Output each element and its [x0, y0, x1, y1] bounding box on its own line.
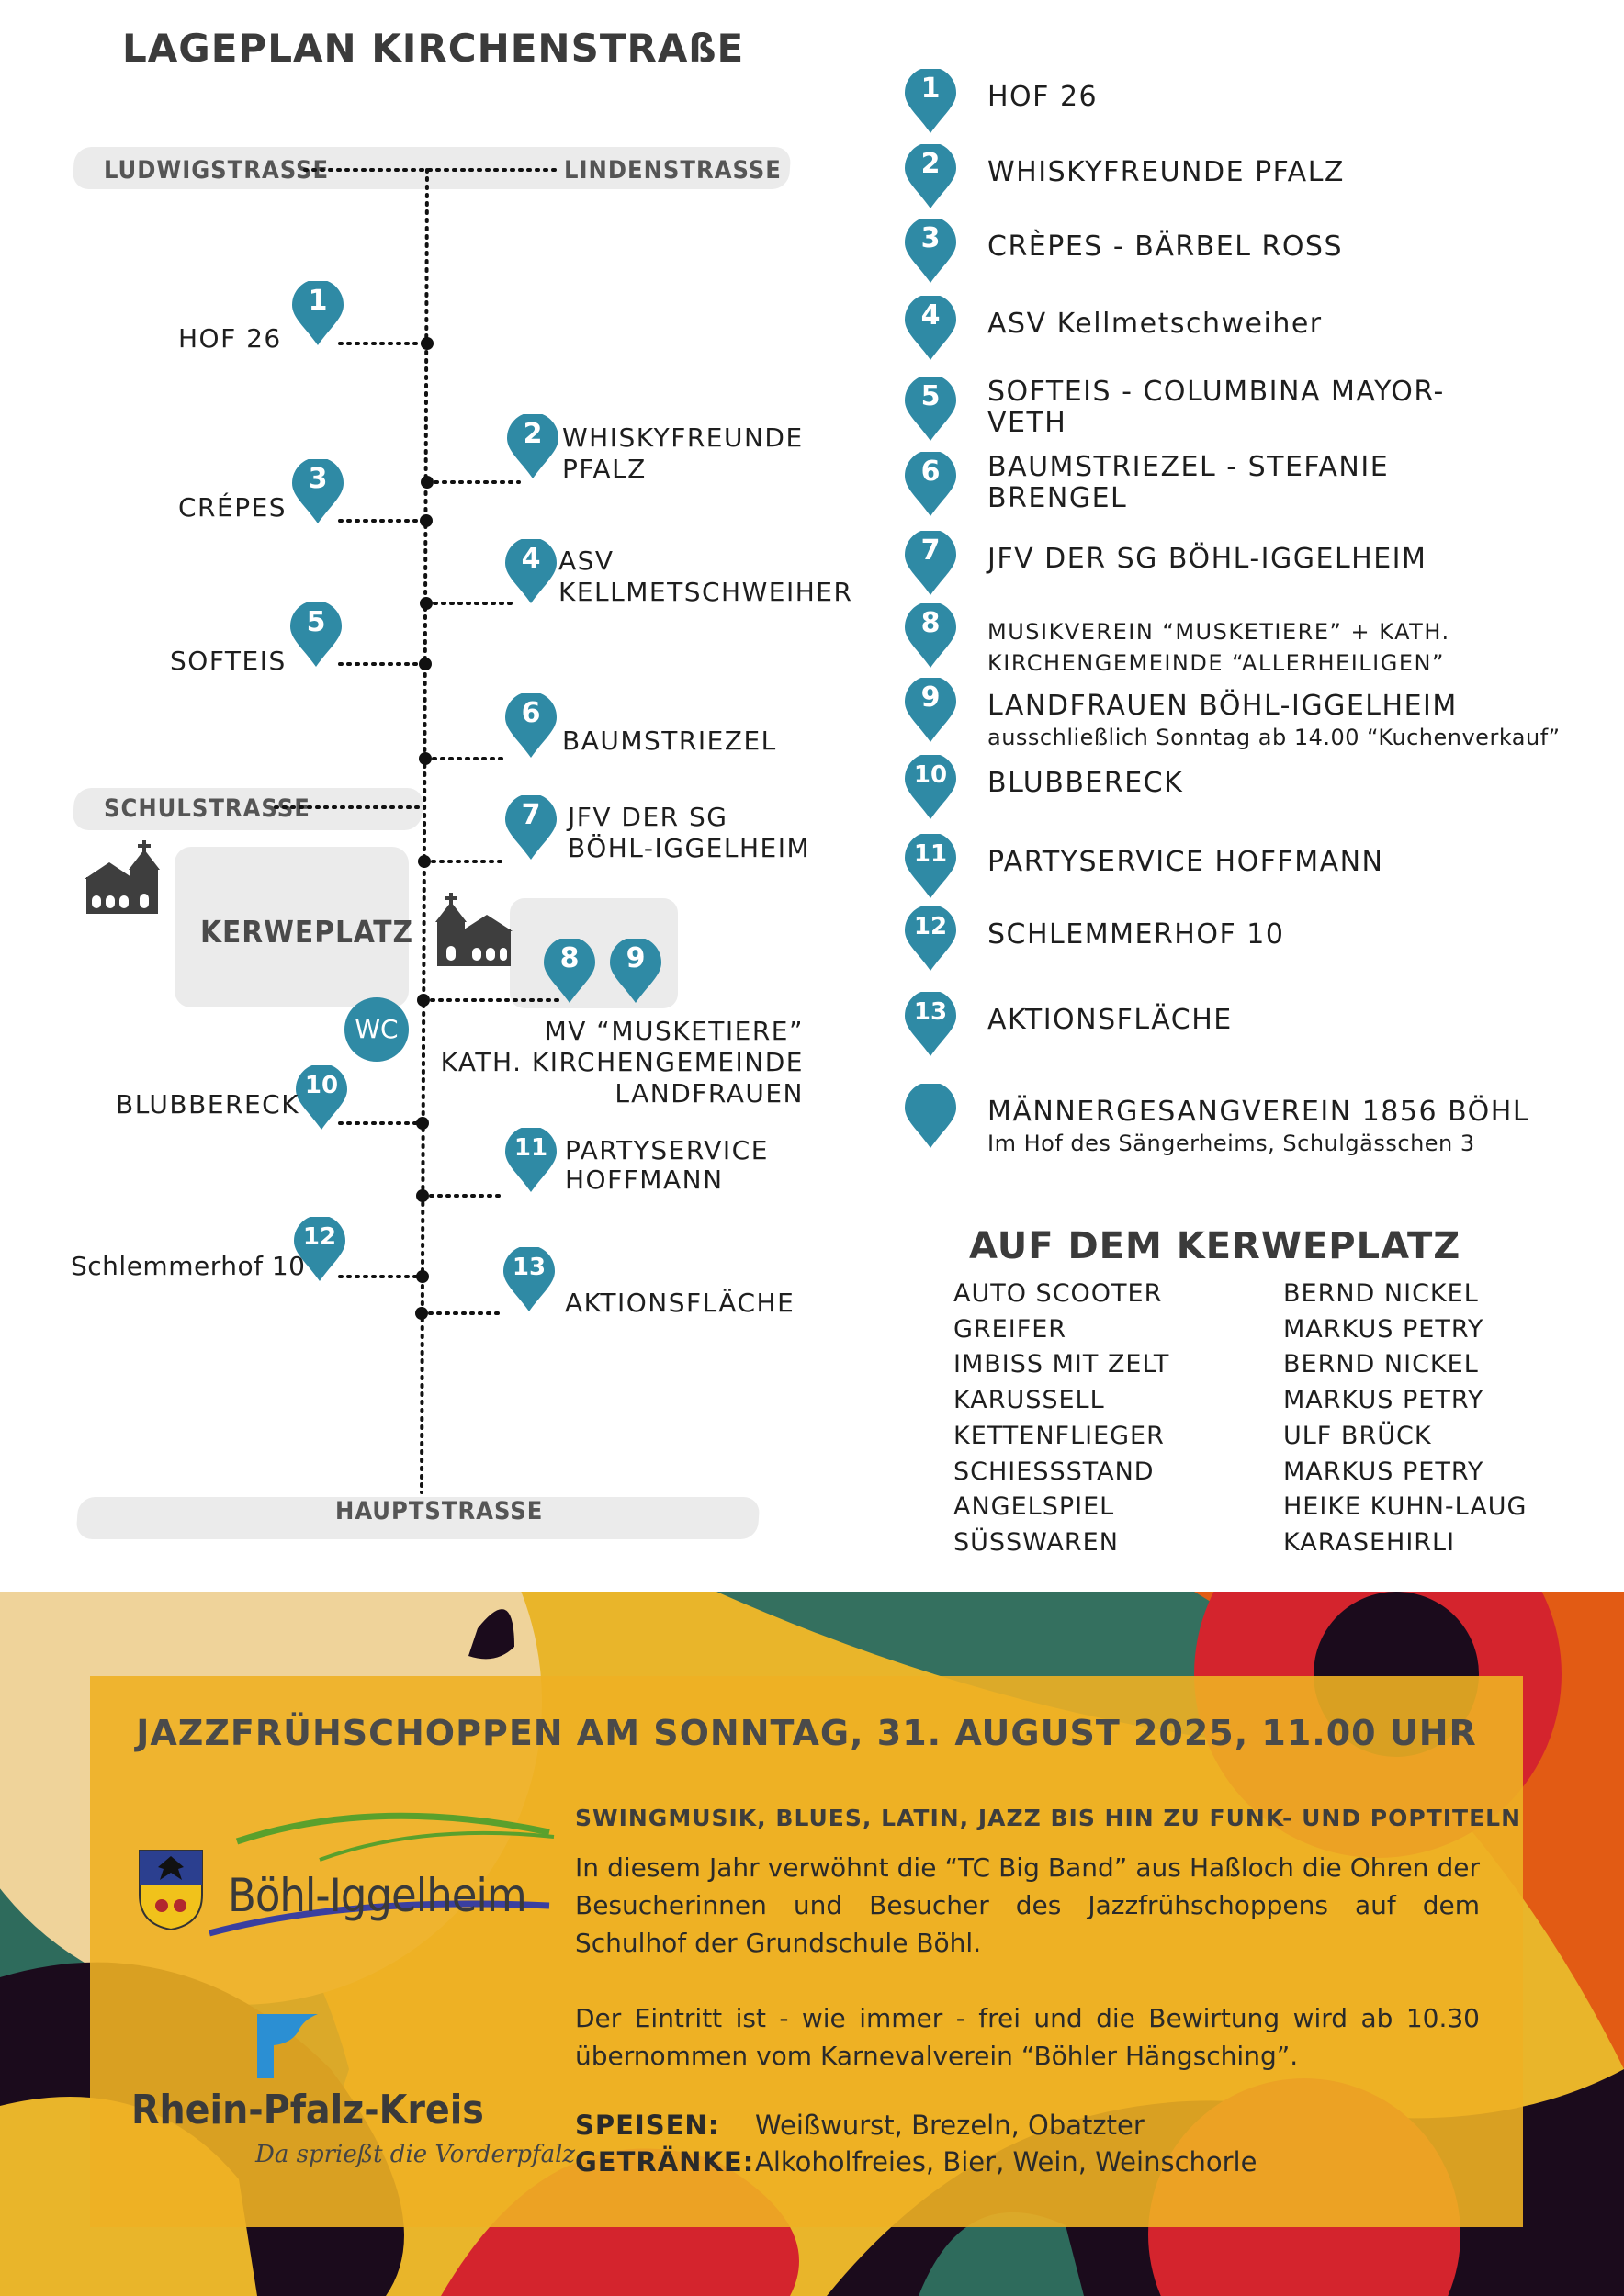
kerweplatz-owner: BERND NICKEL: [1283, 1350, 1479, 1379]
rpk-slogan: Da sprießt die Vorderpfalz: [255, 2141, 576, 2168]
legend-line: PARTYSERVICE HOFFMANN: [987, 846, 1384, 878]
boehl-logo-text: Böhl-Iggelheim: [228, 1869, 526, 1922]
legend-pin-9: 9: [905, 678, 956, 742]
legend-item-7: [987, 544, 1427, 575]
map-label-party-1: PARTYSERVICE: [565, 1135, 769, 1165]
legend-line: HOF 26: [987, 81, 1099, 113]
wc-marker[interactable]: WC: [344, 997, 409, 1062]
map-pin-12[interactable]: 12: [294, 1217, 345, 1281]
legend-item-2: [987, 157, 1345, 188]
legend-item-3: [987, 231, 1343, 263]
legend-pin-10: 10: [905, 755, 956, 819]
street-linden: LINDENSTRASSE: [564, 156, 782, 185]
legend-line: JFV DER SG BÖHL-IGGELHEIM: [987, 543, 1427, 575]
kerweplatz-ride: SÜSSWAREN: [953, 1527, 1119, 1557]
legend-item-9: [987, 691, 1561, 753]
legend-line: SCHLEMMERHOF 10: [987, 918, 1285, 951]
jazz-panel: [90, 1676, 1523, 2227]
speisen-label: SPEISEN:: [575, 2110, 720, 2141]
getraenke-value: Alkoholfreies, Bier, Wein, Weinschorle: [755, 2146, 1257, 2178]
kerweplatz-owner: MARKUS PETRY: [1283, 1457, 1484, 1486]
map-label-whisky-2: PFALZ: [562, 454, 647, 484]
legend-pin-5: 5: [905, 377, 956, 441]
legend-line: AKTIONSFLÄCHE: [987, 1004, 1233, 1036]
legend-pin-2: 2: [905, 144, 956, 208]
getraenke-row: [575, 2146, 1257, 2178]
map-label-mv-1: MV “MUSKETIERE”: [544, 1016, 804, 1046]
kerweplatz-ride: IMBISS MIT ZELT: [953, 1350, 1170, 1379]
map-pin-8[interactable]: 8: [544, 939, 595, 1003]
legend-line: BAUMSTRIEZEL - STEFANIE: [987, 451, 1390, 483]
kerweplatz-owners: [1283, 1277, 1527, 1561]
jazz-paragraph-2: Der Eintritt ist - wie immer - frei und die Bewirtung wird ab 10.30 übernommen vom Karnevalverein “Böhler Hängsching”.: [575, 2003, 1480, 2071]
map-pin-1[interactable]: 1: [292, 281, 344, 345]
legend-item-13: [987, 1005, 1233, 1036]
map-label-blubb: BLUBBERECK: [116, 1089, 300, 1120]
kerweplatz-ride: GREIFER: [953, 1314, 1067, 1344]
legend-line: LANDFRAUEN BÖHL-IGGELHEIM: [987, 690, 1458, 722]
legend-pin-7: 7: [905, 531, 956, 595]
jazz-subtitle: SWINGMUSIK, BLUES, LATIN, JAZZ BIS HIN ZU FUNK- UND POPTITELN: [575, 1805, 1522, 1831]
map-label-aktion: AKTIONSFLÄCHE: [565, 1288, 795, 1318]
legend-line: BRENGEL: [987, 482, 1128, 514]
kerweplatz-ride: SCHIESSSTAND: [953, 1457, 1155, 1486]
kerweplatz-owner: MARKUS PETRY: [1283, 1314, 1484, 1344]
kerweplatz-title: AUF DEM KERWEPLATZ: [969, 1225, 1461, 1267]
kerweplatz-ride: KETTENFLIEGER: [953, 1421, 1165, 1450]
map-pin-4[interactable]: 4: [505, 539, 557, 603]
map-pin-7[interactable]: 7: [505, 795, 557, 860]
map-label-crepes: CRÉPES: [178, 492, 288, 523]
map-pin-11[interactable]: 11: [505, 1128, 557, 1192]
map-pin-13[interactable]: 13: [503, 1247, 555, 1311]
map-label-mv-3: LANDFRAUEN: [615, 1078, 804, 1109]
legend-pin-13: 13: [905, 992, 956, 1056]
legend-line: ASV Kellmetschweiher: [987, 308, 1323, 340]
legend-line: BLUBBERECK: [987, 767, 1184, 799]
map-label-asv-1: ASV: [558, 546, 615, 576]
map-label-schlemmer: Schlemmerhof 10: [71, 1251, 306, 1281]
legend-pin-1: 1: [905, 69, 956, 133]
legend-line: WHISKYFREUNDE PFALZ: [987, 156, 1345, 188]
kerweplatz-ride: AUTO SCOOTER: [953, 1279, 1163, 1308]
legend-item-10: [987, 768, 1183, 799]
legend-pin-3: 3: [905, 219, 956, 283]
getraenke-label: GETRÄNKE:: [575, 2146, 755, 2178]
legend-item-4: [987, 309, 1323, 340]
legend-item-11: [987, 847, 1384, 878]
map-pin-6[interactable]: 6: [505, 693, 557, 758]
legend-subline: Im Hof des Sängerheims, Schulgässchen 3: [987, 1131, 1475, 1156]
map-label-jfv-1: JFV DER SG: [568, 802, 728, 832]
jazz-title: JAZZFRÜHSCHOPPEN AM SONNTAG, 31. AUGUST 2025, 11.00 UHR: [136, 1713, 1477, 1753]
street-ludwig: LUDWIGSTRASSE: [104, 156, 330, 185]
map-label-jfv-2: BÖHL-IGGELHEIM: [568, 833, 811, 863]
street-haupt: HAUPTSTRASSE: [335, 1497, 544, 1525]
speisen-value: Weißwurst, Brezeln, Obatzter: [755, 2110, 1145, 2141]
jazz-paragraph-1: In diesem Jahr verwöhnt die “TC Big Band” aus Haßloch die Ohren der Besucherinnen und Besucher des Jazzfrühschoppens auf dem Schulhof der Grundschule Böhl.: [575, 1852, 1480, 1958]
map-label-asv-2: KELLMETSCHWEIHER: [558, 577, 853, 607]
legend-item-mgv: [987, 1097, 1529, 1159]
kerweplatz-owner: KARASEHIRLI: [1283, 1527, 1456, 1557]
legend-item-6: [987, 452, 1389, 514]
kerweplatz-owner: HEIKE KUHN-LAUG: [1283, 1492, 1528, 1522]
rpk-logo-text: Rhein-Pfalz-Kreis: [131, 2087, 484, 2133]
kerweplatz-owner: BERND NICKEL: [1283, 1279, 1479, 1308]
page-title: LAGEPLAN KIRCHENSTRAßE: [122, 26, 745, 71]
kerweplatz-owner: ULF BRÜCK: [1283, 1421, 1432, 1450]
legend-line: KIRCHENGEMEINDE “ALLERHEILIGEN”: [987, 650, 1445, 676]
legend-pin-4: 4: [905, 296, 956, 360]
rpk-flag-icon: [257, 2014, 320, 2078]
legend-item-5: [987, 377, 1445, 439]
legend-pin-11: 11: [905, 834, 956, 898]
map-pin-5[interactable]: 5: [290, 602, 342, 667]
legend-pin-8: 8: [905, 603, 956, 668]
map-label-party-2: HOFFMANN: [565, 1165, 724, 1195]
legend-line: MUSIKVEREIN “MUSKETIERE” + KATH.: [987, 619, 1450, 645]
map-pin-3[interactable]: 3: [292, 459, 344, 523]
map-pin-2[interactable]: 2: [507, 414, 558, 478]
map-label-whisky-1: WHISKYFREUNDE: [562, 422, 804, 453]
map-label-softeis: SOFTEIS: [170, 646, 287, 676]
kerweplatz-rides: [953, 1277, 1169, 1561]
boehl-coat-of-arms-icon: [138, 1849, 204, 1931]
legend-line: MÄNNERGESANGVEREIN 1856 BÖHL: [987, 1096, 1530, 1128]
legend-line: VETH: [987, 407, 1067, 439]
kerweplatz-ride: KARUSSELL: [953, 1386, 1105, 1415]
legend-subline: ausschließlich Sonntag ab 14.00 “Kuchenverkauf”: [987, 725, 1561, 750]
map-pin-10[interactable]: 10: [296, 1065, 347, 1130]
legend-pin-mgv: [905, 1084, 956, 1148]
map-pin-9[interactable]: 9: [610, 939, 661, 1003]
kerweplatz-owner: MARKUS PETRY: [1283, 1386, 1484, 1415]
legend-line: SOFTEIS - COLUMBINA MAYOR-: [987, 376, 1445, 408]
speisen-row: [575, 2110, 1145, 2141]
legend-item-12: [987, 919, 1284, 951]
map-label-mv-2: KATH. KIRCHENGEMEINDE: [440, 1047, 804, 1077]
legend-pin-12: 12: [905, 906, 956, 971]
legend-item-8: [987, 616, 1450, 679]
legend-pin-6: 6: [905, 452, 956, 516]
legend-line: CRÈPES - BÄRBEL ROSS: [987, 231, 1344, 263]
street-schul: SCHULSTRASSE: [104, 794, 310, 823]
map-label-baum: BAUMSTRIEZEL: [562, 726, 777, 756]
kerweplatz-label: KERWEPLATZ: [200, 914, 414, 950]
kerweplatz-ride: ANGELSPIEL: [953, 1492, 1115, 1522]
legend-item-1: [987, 82, 1098, 113]
map-label-hof26: HOF 26: [178, 323, 282, 354]
